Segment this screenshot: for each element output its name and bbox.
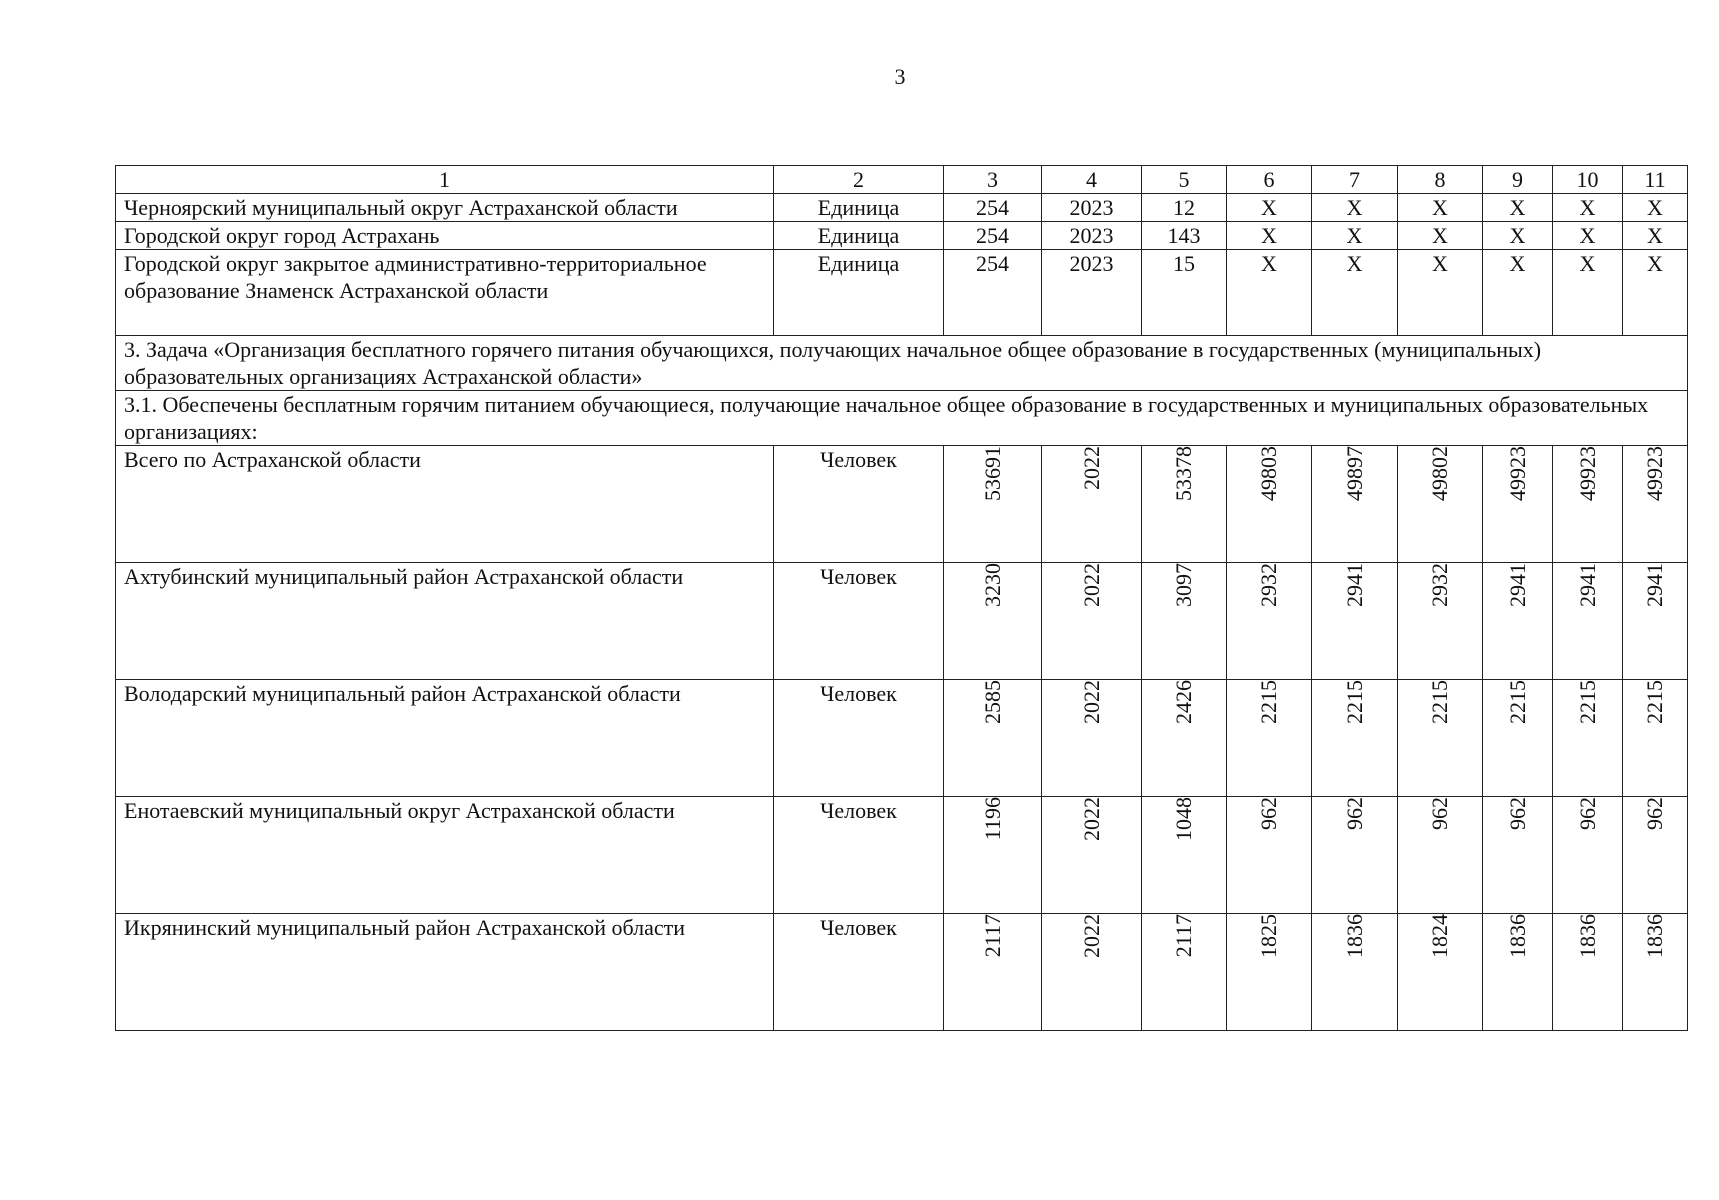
column-number: 1 — [116, 166, 774, 194]
column-number: 11 — [1623, 166, 1688, 194]
cell-value: 49923 — [1553, 446, 1623, 563]
cell-value: 12 — [1142, 194, 1227, 222]
cell-x-mark: X — [1553, 222, 1623, 250]
cell-x-mark: X — [1483, 194, 1553, 222]
column-number: 6 — [1227, 166, 1312, 194]
section-row — [116, 391, 1688, 446]
cell-value: 2215 — [1398, 680, 1483, 797]
row-unit: Человек — [774, 797, 944, 914]
cell-year: 2023 — [1042, 222, 1142, 250]
table-row — [116, 250, 1688, 336]
cell-x-mark: X — [1227, 222, 1312, 250]
cell-x-mark: X — [1227, 250, 1312, 336]
cell-value: 49923 — [1483, 446, 1553, 563]
cell-year: 2023 — [1042, 250, 1142, 336]
row-name: Черноярский муниципальный округ Астраханской области — [116, 194, 774, 222]
row-unit: Человек — [774, 680, 944, 797]
cell-value: 2426 — [1142, 680, 1227, 797]
cell-value: 1836 — [1312, 914, 1398, 1031]
cell-value: 2117 — [944, 914, 1042, 1031]
row-name: Икрянинский муниципальный район Астраханской области — [116, 914, 774, 1031]
cell-value: 2941 — [1623, 563, 1688, 680]
cell-x-mark: X — [1623, 250, 1688, 336]
cell-value: 1836 — [1483, 914, 1553, 1031]
table-row — [116, 194, 1688, 222]
column-number: 2 — [774, 166, 944, 194]
cell-value: 2215 — [1553, 680, 1623, 797]
cell-value: 53378 — [1142, 446, 1227, 563]
cell-value: 254 — [944, 194, 1042, 222]
cell-value: 1824 — [1398, 914, 1483, 1031]
table-row — [116, 680, 1688, 797]
cell-value: 2215 — [1227, 680, 1312, 797]
cell-x-mark: X — [1312, 194, 1398, 222]
cell-value: 2117 — [1142, 914, 1227, 1031]
column-number-row — [116, 166, 1688, 194]
row-name: Городской округ закрытое административно-территориальное образование Знаменск Астраханской области — [116, 250, 774, 336]
cell-value: 1048 — [1142, 797, 1227, 914]
row-name: Городской округ город Астрахань — [116, 222, 774, 250]
cell-value: 2941 — [1483, 563, 1553, 680]
cell-value: 2215 — [1312, 680, 1398, 797]
cell-value: 962 — [1553, 797, 1623, 914]
cell-value: 962 — [1483, 797, 1553, 914]
cell-value: 254 — [944, 222, 1042, 250]
cell-x-mark: X — [1312, 222, 1398, 250]
table-row — [116, 446, 1688, 563]
column-number: 5 — [1142, 166, 1227, 194]
cell-value: 49923 — [1623, 446, 1688, 563]
section-3-1-title: 3.1. Обеспечены бесплатным горячим питанием обучающиеся, получающие начальное общее образование в государственных и муниципальных образовательных организациях: — [116, 391, 1688, 446]
cell-x-mark: X — [1483, 250, 1553, 336]
cell-value: 1825 — [1227, 914, 1312, 1031]
cell-value: 2941 — [1553, 563, 1623, 680]
row-name: Ахтубинский муниципальный район Астраханской области — [116, 563, 774, 680]
cell-value: 53691 — [944, 446, 1042, 563]
cell-x-mark: X — [1398, 194, 1483, 222]
cell-value: 2585 — [944, 680, 1042, 797]
table-row — [116, 914, 1688, 1031]
row-unit: Единица — [774, 222, 944, 250]
page-number: 3 — [894, 64, 906, 89]
cell-x-mark: X — [1483, 222, 1553, 250]
cell-value: 254 — [944, 250, 1042, 336]
section-row — [116, 336, 1688, 391]
cell-value: 49897 — [1312, 446, 1398, 563]
cell-year: 2022 — [1042, 797, 1142, 914]
cell-year: 2022 — [1042, 914, 1142, 1031]
row-unit: Единица — [774, 194, 944, 222]
table-row — [116, 797, 1688, 914]
row-name: Володарский муниципальный район Астраханской области — [116, 680, 774, 797]
cell-value: 49803 — [1227, 446, 1312, 563]
cell-value: 2215 — [1623, 680, 1688, 797]
column-number: 4 — [1042, 166, 1142, 194]
cell-value: 962 — [1398, 797, 1483, 914]
row-unit: Человек — [774, 446, 944, 563]
cell-value: 3230 — [944, 563, 1042, 680]
cell-x-mark: X — [1623, 194, 1688, 222]
row-unit: Единица — [774, 250, 944, 336]
column-number: 7 — [1312, 166, 1398, 194]
row-name: Всего по Астраханской области — [116, 446, 774, 563]
cell-value: 2215 — [1483, 680, 1553, 797]
cell-value: 962 — [1623, 797, 1688, 914]
cell-year: 2023 — [1042, 194, 1142, 222]
section-3-title: 3. Задача «Организация бесплатного горячего питания обучающихся, получающих начальное общее образование в государственных (муниципальных) образовательных организациях Астраханской области» — [116, 336, 1688, 391]
cell-x-mark: X — [1623, 222, 1688, 250]
cell-year: 2022 — [1042, 563, 1142, 680]
cell-x-mark: X — [1553, 194, 1623, 222]
cell-x-mark: X — [1312, 250, 1398, 336]
cell-year: 2022 — [1042, 680, 1142, 797]
row-unit: Человек — [774, 914, 944, 1031]
cell-value: 2941 — [1312, 563, 1398, 680]
cell-value: 962 — [1227, 797, 1312, 914]
cell-value: 1836 — [1553, 914, 1623, 1031]
cell-value: 962 — [1312, 797, 1398, 914]
cell-value: 1836 — [1623, 914, 1688, 1031]
cell-year: 2022 — [1042, 446, 1142, 563]
column-number: 9 — [1483, 166, 1553, 194]
indicator-table — [115, 165, 1688, 1031]
column-number: 3 — [944, 166, 1042, 194]
table-row — [116, 222, 1688, 250]
cell-value: 2932 — [1227, 563, 1312, 680]
cell-value: 143 — [1142, 222, 1227, 250]
column-number: 10 — [1553, 166, 1623, 194]
table-row — [116, 563, 1688, 680]
cell-value: 2932 — [1398, 563, 1483, 680]
cell-x-mark: X — [1398, 222, 1483, 250]
cell-value: 49802 — [1398, 446, 1483, 563]
row-unit: Человек — [774, 563, 944, 680]
cell-x-mark: X — [1553, 250, 1623, 336]
column-number: 8 — [1398, 166, 1483, 194]
cell-x-mark: X — [1227, 194, 1312, 222]
cell-x-mark: X — [1398, 250, 1483, 336]
cell-value: 15 — [1142, 250, 1227, 336]
row-name: Енотаевский муниципальный округ Астраханской области — [116, 797, 774, 914]
cell-value: 1196 — [944, 797, 1042, 914]
cell-value: 3097 — [1142, 563, 1227, 680]
